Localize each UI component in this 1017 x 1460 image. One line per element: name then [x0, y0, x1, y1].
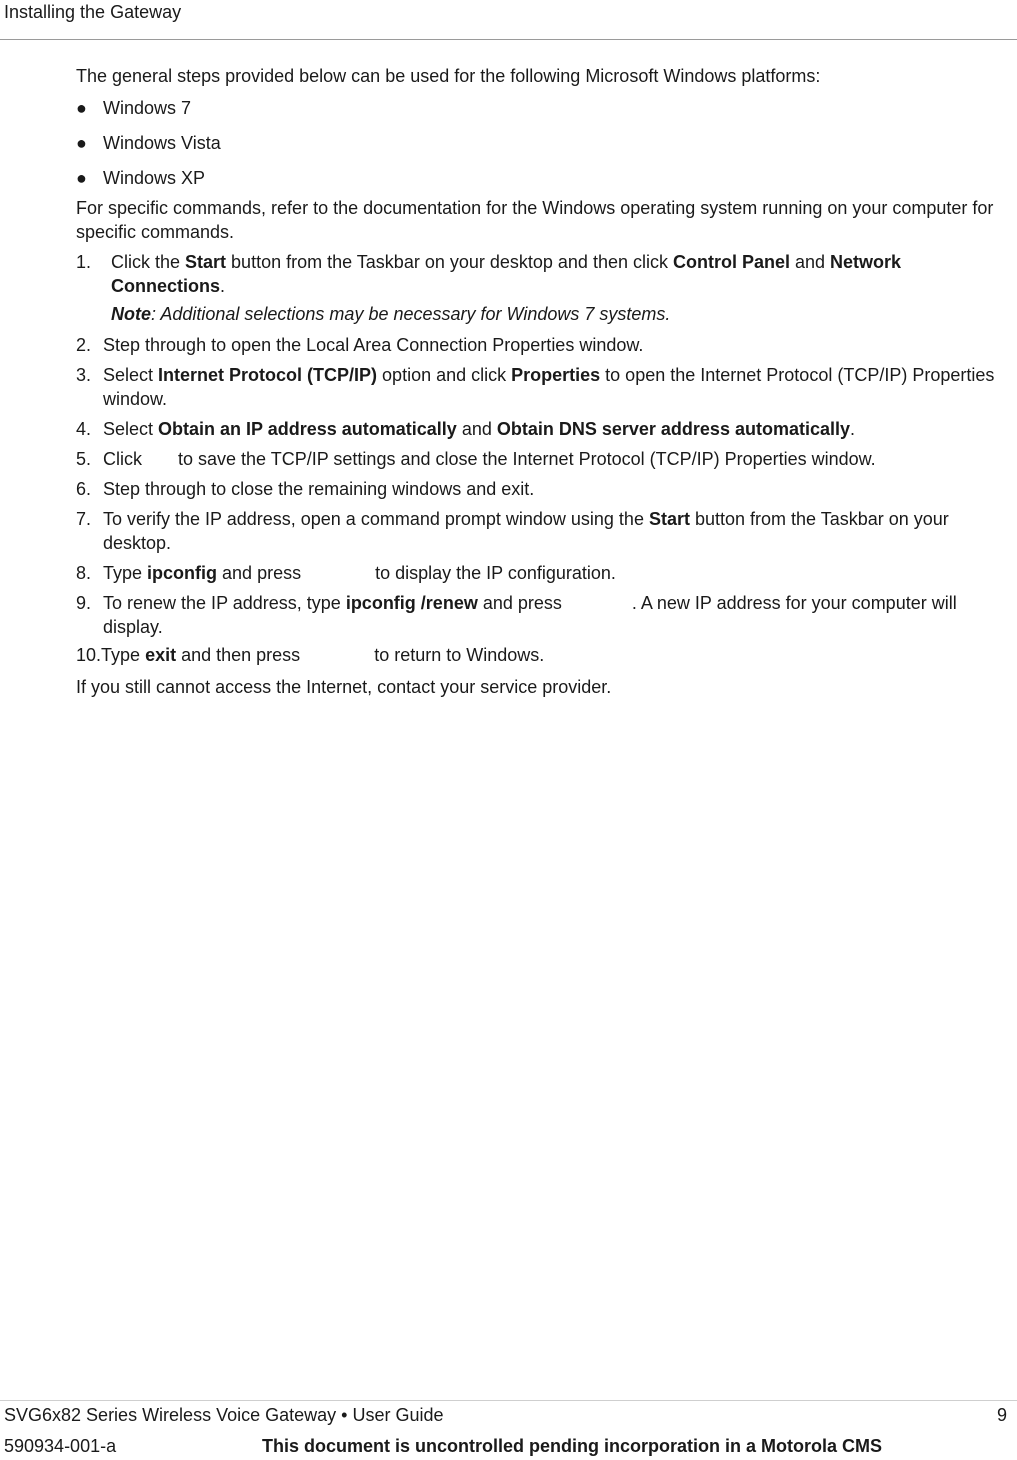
- closing-paragraph: If you still cannot access the Internet, contact your service provider.: [76, 677, 612, 697]
- step-4: [76, 417, 1006, 441]
- step-number: 3.: [76, 365, 92, 385]
- step-9: [76, 591, 1006, 639]
- step-text: button from the Taskbar on your desktop and then click: [226, 252, 673, 272]
- step-6: [76, 477, 1006, 501]
- platform-item-windows-xp: [76, 166, 1006, 190]
- intro-paragraph: The general steps provided below can be used for the following Microsoft Windows platforms:: [76, 66, 821, 86]
- step-number: 5.: [76, 449, 92, 469]
- step-text: To verify the IP address, open a command prompt window using the: [103, 509, 649, 529]
- step-text: Step through to close the remaining windows and exit.: [103, 479, 535, 499]
- page-body: [76, 64, 1006, 707]
- step-text: Select: [103, 419, 159, 439]
- step-5: [76, 447, 1006, 471]
- step-text: Step through to open the Local Area Connection Properties window.: [103, 335, 644, 355]
- step-text: and: [790, 252, 831, 272]
- document-number: 590934-001-a: [4, 1436, 117, 1456]
- step-text: and: [456, 419, 497, 439]
- bullet-icon: ●: [76, 133, 87, 153]
- step-1: [76, 250, 1006, 298]
- step-text: to display the IP configuration.: [375, 563, 616, 583]
- step-2: [76, 333, 1006, 357]
- step-text: and press: [217, 563, 302, 583]
- footer-guide-title: SVG6x82 Series Wireless Voice Gateway • User Guide: [4, 1405, 444, 1425]
- header-divider: [0, 39, 1017, 40]
- step-text: Click: [103, 449, 142, 469]
- exit-command: exit: [145, 645, 177, 665]
- step-number: 8.: [76, 563, 92, 583]
- page-number: 9: [996, 1405, 1007, 1425]
- step-text: Type: [101, 645, 146, 665]
- step-number: 6.: [76, 479, 92, 499]
- properties-reference: Properties: [511, 365, 601, 385]
- document-control-notice: This document is uncontrolled pending incorporation in a Motorola CMS: [262, 1436, 882, 1456]
- step-text: to return to Windows.: [374, 645, 545, 665]
- step-number: 10.: [76, 645, 102, 665]
- network-connections-reference: Network Connections: [111, 252, 902, 296]
- note-label: Note: [111, 304, 151, 324]
- step-text: Select: [103, 365, 159, 385]
- windows-7-note: [76, 302, 1006, 326]
- step-text: .: [850, 419, 856, 439]
- step-text: Type: [103, 563, 148, 583]
- step-number: 7.: [76, 509, 92, 529]
- platform-label: Windows Vista: [103, 133, 221, 153]
- step-3: [76, 363, 1006, 411]
- step-text: Click the: [111, 252, 186, 272]
- step-number: 4.: [76, 419, 92, 439]
- step-text: .: [220, 276, 226, 296]
- step-number: 2.: [76, 335, 92, 355]
- start-button-reference: Start: [648, 509, 690, 529]
- step-text: button from the Taskbar on your desktop.: [103, 509, 949, 553]
- platform-label: Windows 7: [103, 98, 192, 118]
- running-header-title: Installing the Gateway: [4, 2, 182, 22]
- step-text: option and click: [377, 365, 512, 385]
- step-10: [76, 643, 1006, 667]
- step-8: [76, 561, 1006, 585]
- specific-commands-paragraph: For specific commands, refer to the documentation for the Windows operating system running on your computer for specific commands.: [76, 198, 994, 242]
- step-text: . A new IP address for your computer will display.: [103, 593, 957, 637]
- obtain-dns-reference: Obtain DNS server address automatically: [496, 419, 850, 439]
- start-button-reference: Start: [185, 252, 227, 272]
- ipconfig-command: ipconfig: [147, 563, 218, 583]
- control-panel-reference: Control Panel: [672, 252, 790, 272]
- step-7: [76, 507, 1006, 555]
- obtain-ip-reference: Obtain an IP address automatically: [158, 419, 457, 439]
- step-text: To renew the IP address, type: [103, 593, 346, 613]
- platform-item-windows-7: [76, 96, 1006, 120]
- tcp-ip-option-reference: Internet Protocol (TCP/IP): [158, 365, 378, 385]
- bullet-icon: ●: [76, 168, 87, 188]
- step-text: and press: [477, 593, 562, 613]
- step-number: 1.: [76, 252, 92, 272]
- platform-item-windows-vista: [76, 131, 1006, 155]
- platform-label: Windows XP: [103, 168, 206, 188]
- bullet-icon: ●: [76, 98, 87, 118]
- step-number: 9.: [76, 593, 92, 613]
- ipconfig-renew-command: ipconfig /renew: [345, 593, 478, 613]
- note-text: : Additional selections may be necessary for Windows 7 systems.: [151, 304, 671, 324]
- step-text: and then press: [176, 645, 301, 665]
- step-text: to open the Internet Protocol (TCP/IP) Properties window.: [103, 365, 995, 409]
- footer-divider: [0, 1400, 1017, 1401]
- step-text: to save the TCP/IP settings and close the Internet Protocol (TCP/IP) Properties window.: [178, 449, 876, 469]
